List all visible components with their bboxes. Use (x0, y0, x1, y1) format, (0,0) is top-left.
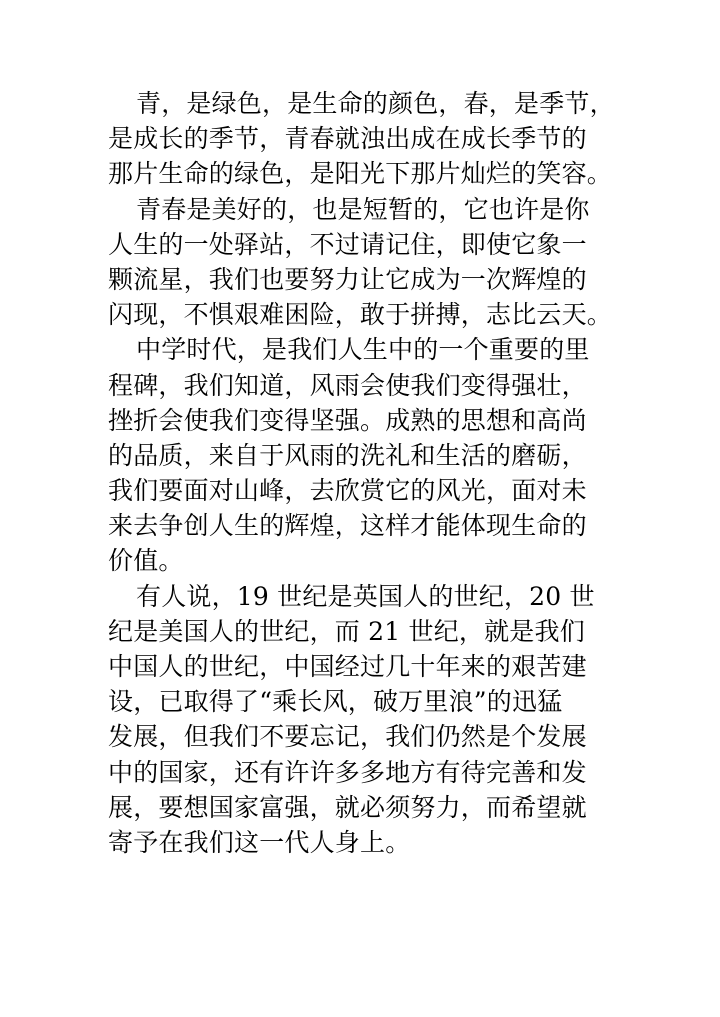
paragraph-3-line-3: 挫折会使我们变得坚强。成熟的思想和高尚 (108, 405, 587, 435)
paragraph-3-line-1: 中学时代，是我们人生中的一个重要的里 (136, 335, 590, 365)
paragraph-4-line-2: 纪是美国人的世纪，而 21 世纪，就是我们 (108, 616, 585, 646)
paragraph-4-line-4: 设，已取得了“乘长风，破万里浪”的迅猛 (108, 687, 563, 717)
paragraph-2-line-1: 青春是美好的，也是短暂的，它也许是你 (136, 194, 590, 224)
paragraph-3-line-4: 的品质，来自于风雨的洗礼和生活的磨砺， (108, 440, 587, 470)
paragraph-4-line-1: 有人说，19 世纪是英国人的世纪，20 世 (136, 581, 595, 611)
paragraph-4-line-6: 中的国家，还有许许多多地方有待完善和发 (108, 757, 587, 787)
paragraph-3-line-7: 价值。 (108, 546, 184, 576)
essay-body (108, 86, 628, 860)
paragraph-3-line-6: 来去争创人生的辉煌，这样才能体现生命的 (108, 511, 587, 541)
paragraph-4-line-3: 中国人的世纪，中国经过几十年来的艰苦建 (108, 652, 587, 681)
paragraph-2-line-2: 人生的一处驿站，不过请记住，即使它象一 (108, 229, 587, 259)
paragraph-2-line-3: 颗流星，我们也要努力让它成为一次辉煌的 (108, 264, 587, 294)
paragraph-1-line-2: 是成长的季节，青春就浊出成在成长季节的 (108, 124, 587, 154)
paragraph-1-line-3: 那片生命的绿色，是阳光下那片灿烂的笑容。 (108, 159, 613, 189)
paragraph-3-line-5: 我们要面对山峰，去欣赏它的风光，面对未 (108, 476, 587, 506)
paragraph-2-line-4: 闪现，不惧艰难困险，敢于拼搏，志比云天。 (108, 300, 613, 330)
paragraph-4-line-5: 发展，但我们不要忘记，我们仍然是个发展 (108, 722, 587, 752)
paragraph-3-line-2: 程碑，我们知道，风雨会使我们变得强壮， (108, 370, 587, 400)
paragraph-4-line-8: 寄予在我们这一代人身上。 (108, 827, 411, 857)
paragraph-4-line-7: 展，要想国家富强，就必须努力，而希望就 (108, 792, 587, 822)
paragraph-1-line-1: 青，是绿色，是生命的颜色，春，是季节， (136, 89, 615, 118)
